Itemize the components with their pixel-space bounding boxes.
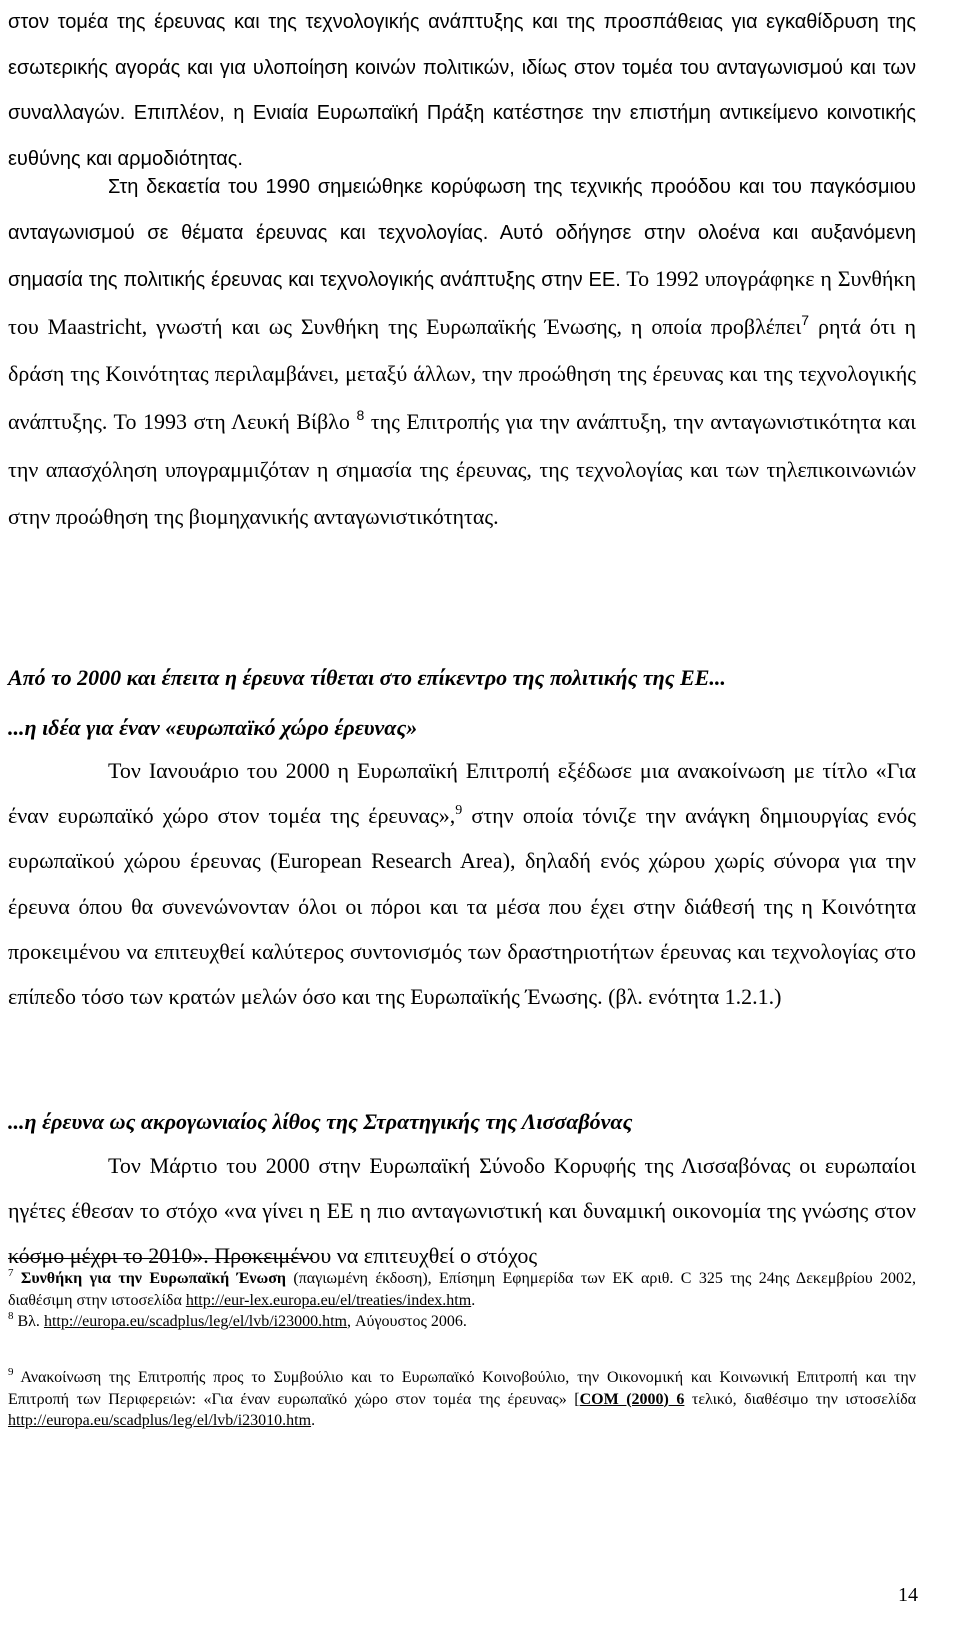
footnote-9-text: Ανακοίνωση της Επιτροπής προς το Συμβούλιο και το Ευρωπαϊκό Κοινοβούλιο, την Οικονομική και Κοινωνική Επιτροπή και την Επιτροπή των Περιφερειών: «Για έναν ευρωπαϊκό χώρο στον τομέα της έρευνας» [ <box>8 1369 916 1408</box>
paragraph-maastricht-text: Το 1992 υπογράφηκε η Συνθήκη του Maastricht, γνωστή και ως Συνθήκη της Ευρωπαϊκής Ένωσης, η οποία προβλέπει <box>8 266 916 339</box>
section-heading-era: ...η ιδέα για έναν «ευρωπαϊκό χώρο έρευνας» <box>8 715 418 740</box>
footnote-ref-9[interactable]: 9 <box>455 803 463 819</box>
footnote-7-link[interactable]: http://eur-lex.europa.eu/el/treaties/index.htm <box>185 1291 472 1309</box>
paragraph-era <box>8 748 916 1019</box>
paragraph-white-paper-text: της Επιτροπής για την ανάπτυξη, την ανταγωνιστικότητα και την απασχόληση υπογραμμιζόταν η σημασία της έρευνας, της τεχνολογίας και των τηλεπικοινωνιών στην προώθηση της βιομηχανικής ανταγωνιστικότητας. <box>8 408 916 530</box>
footnote-8-number: 8 <box>8 1310 14 1322</box>
footnote-9-mid: τελικό, διαθέσιμο την ιστοσελίδα <box>684 1390 917 1408</box>
footnote-9-end: . <box>311 1412 316 1429</box>
footnote-8-prefix: Βλ. <box>13 1313 44 1330</box>
section-heading-lisbon: ...η έρευνα ως ακρογωνιαίος λίθος της Στρατηγικής της Λισσαβόνας <box>8 1109 633 1134</box>
paragraph-maastricht-cont: ρητά ότι η δράση της Κοινότητας περιλαμβάνει, μεταξύ άλλων, την προώθηση της έρευνας και της τεχνολογικής ανάπτυξης. Το 1993 στη Λευκή Βίβλο <box>8 313 916 434</box>
paragraph-1990s-text: Στη δεκαετία του 1990 σημειώθηκε κορύφωση της τεχνικής προόδου και του παγκόσμιου ανταγωνισμού σε θέματα έρευνας και τεχνολογίας. Αυτό οδήγησε στην ολοένα και αυξανόμενη σημασία της πολιτικής έρευνας και τεχνολογικής ανάπτυξης στην ΕΕ. <box>8 176 916 292</box>
footnote-7-title: Συνθήκη για την Ευρωπαϊκή Ένωση <box>20 1270 286 1287</box>
footnote-9 <box>8 1367 916 1432</box>
footnote-7-number: 7 <box>8 1267 14 1279</box>
section-heading-2000: Από το 2000 και έπειτα η έρευνα τίθεται στο επίκεντρο της πολιτικής της ΕΕ... <box>8 665 726 690</box>
paragraph-intro-text: στον τομέα της έρευνας και της τεχνολογικής ανάπτυξης και της προσπάθειας για εγκαθίδρυση της εσωτερικής αγοράς και για υλοποίηση κοινών πολιτικών, ιδίως στον τομέα του ανταγωνισμού και των συναλλαγών. Επιπλέον, η Ενιαία Ευρωπαϊκή Πράξη κατέστησε την επιστήμη αντικείμενο κοινοτικής ευθύνης και αρμοδιότητας. <box>8 11 916 170</box>
footnote-9-number: 9 <box>8 1366 14 1378</box>
footnote-9-com-ref: COM (2000) 6 <box>579 1390 685 1408</box>
footnote-ref-7[interactable]: 7 <box>801 311 810 328</box>
footnote-ref-8[interactable]: 8 <box>356 406 365 423</box>
paragraph-1990s <box>8 165 916 542</box>
footnote-7-text: (παγιωμένη έκδοση), Επίσημη Εφημερίδα των ΕΚ αριθ. C 325 της 24ης Δεκεμβρίου 2002, διαθέσιμη στην ιστοσελίδα <box>8 1270 917 1309</box>
footnote-7-end: . <box>471 1291 476 1309</box>
paragraph-lisbon-text: Τον Μάρτιο του 2000 στην Ευρωπαϊκή Σύνοδο Κορυφής της Λισσαβόνας οι ευρωπαίοι ηγέτες έθεσαν το στόχο «να γίνει η ΕΕ η πιο ανταγωνιστική και δυναμική οικονομία της γνώσης στον κόσμο μέχρι το 2010». Προκειμένου να επιτευχθεί ο στόχος <box>8 1153 916 1269</box>
footnote-8-end: , Αύγουστος 2006. <box>347 1313 467 1330</box>
footnote-separator <box>8 1258 313 1259</box>
paragraph-intro <box>8 0 916 182</box>
footnote-7 <box>8 1268 916 1311</box>
paragraph-era-text: Τον Ιανουάριο του 2000 η Ευρωπαϊκή Επιτροπή εξέδωσε μια ανακοίνωση με τίτλο «Για έναν ευρωπαϊκό χώρο στον τομέα της έρευνας», <box>8 758 916 829</box>
footnote-8-link[interactable]: http://europa.eu/scadplus/leg/el/lvb/i23000.htm <box>43 1313 347 1330</box>
page-number: 14 <box>898 1584 918 1606</box>
footnote-8 <box>8 1311 916 1333</box>
footnote-9-link[interactable]: http://europa.eu/scadplus/leg/el/lvb/i23010.htm <box>8 1412 312 1429</box>
paragraph-era-cont: στην οποία τόνιζε την ανάγκη δημιουργίας ενός ευρωπαϊκού χώρου έρευνας (European Research Area), δηλαδή ενός χώρου χωρίς σύνορα για την έρευνα όπου θα συνενώνονταν όλοι οι πόροι και τα μέσα που έχει στην διάθεσή της η Κοινότητα προκειμένου να επιτευχθεί καλύτερος συντονισμός των δραστηριοτήτων έρευνας και τεχνολογίας στο επίπεδο τόσο των κρατών μελών όσο και της Ευρωπαϊκής Ένωσης. (βλ. ενότητα 1.2.1.) <box>8 803 916 1010</box>
